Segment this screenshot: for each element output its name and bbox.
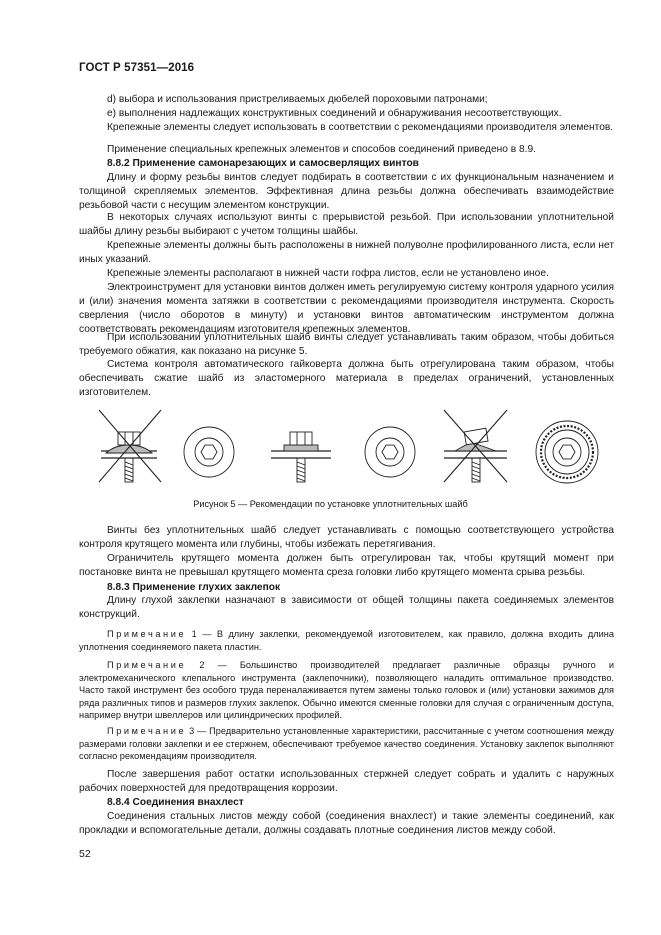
paragraph: Крепежные элементы располагают в нижней части гофра листов, если не установлено иное. [107,268,549,279]
note-label: Примечание [107,660,187,670]
washer-side-view-correct [271,432,331,482]
note-text: — Большинство производителей предлагает различные образцы ручного и электромеханического клепального инструмента (заклепочники), позволяющего наладить оптимальное производство. Часто такой инструмент без особого труда переналаживается путем замены только головок и (или) установки зажимов для ряда различных типов и размеров глухих заклепок. Обычно имеются сменные головки для случая с ограниченным доступа, например внутри швеллеров или цилиндрических профилей. [79,660,615,720]
paragraph: Винты без уплотнительных шайб следует устанавливать с помощью соответствующего устройства контроля крутящего момента или глубины, чтобы избежать перетягивания. [79,525,614,550]
note-number: 3 [189,726,195,736]
figure-caption: Рисунок 5 — Рекомендации по установке уплотнительных шайб [193,499,468,509]
paragraph: Ограничитель крутящего момента должен быть отрегулирован так, чтобы крутящий момент при постановке винта не превышал крутящего момента среза головки либо крутящего момента срыва резьбы. [79,553,614,578]
section-heading-8-8-3: 8.8.3 Применение глухих заклепок [107,582,281,593]
washer-side-view-overtightened [99,410,161,482]
paragraph: Длину глухой заклепки назначают в зависимости от общей толщины пакета соединяемых элементов конструкций. [79,595,614,620]
paragraph: Крепежные элементы следует использовать в соответствии с рекомендациями производителя элементов. [107,122,614,133]
note-number: 1 [191,629,197,639]
paragraph-list-e: e) выполнения надлежащих конструктивных соединений и обнаруживания несоответствующих. [107,108,562,119]
section-heading-8-8-4: 8.8.4 Соединения внахлест [107,797,244,808]
paragraph: Электроинструмент для установки винтов должен иметь регулируемую систему контроля ударного усилия и (или) значения момента затяжки в соответствии с рекомендациями производителя инструмента. Скорость сверления (число оборотов в минуту) и установки винтов автоматическим инструментом должна соответствовать рекомендациям изготовителя крепежных элементов. [79,282,614,335]
note-1 [79,628,614,653]
document-header: ГОСТ Р 57351—2016 [79,62,195,74]
paragraph: В некоторых случаях используют винты с прерывистой резьбой. При использовании уплотнительной шайбы длину резьбы выбирают с учетом толщины шайбы. [79,212,614,237]
washer-top-view-2 [365,427,415,477]
note-label: Примечание [107,629,187,639]
washer-side-view-tilted [444,410,507,482]
paragraph: Применение специальных крепежных элементов и способов соединений приведено в 8.9. [107,144,537,155]
paragraph: Длину и форму резьбы винтов следует подбирать в соответствии с их функциональным назначением и толщиной скрепляемых элементов. Эффективная длина резьбы должна обеспечивать взаимодействие резьбовой части с несущим элементом конструкции. [79,172,614,211]
note-number: 2 [199,660,205,670]
page-number: 52 [79,848,91,860]
paragraph: Система контроля автоматического гайковерта должна быть отрегулирована таким образом, чтобы обеспечивать сжатие шайб из эластомерного материала в пределах ограничений, установленных изготовителем. [79,359,614,398]
paragraph-list-d: d) выбора и использования пристреливаемых дюбелей пороховыми патронами; [107,94,488,105]
paragraph: Соединения стальных листов между собой (соединения внахлест) и такие элементы соединений, как прокладки и вспомогательные детали, должны создавать плотные соединения листов между собой. [79,811,614,836]
section-heading-8-8-2: 8.8.2 Применение самонарезающих и самосверлящих винтов [107,158,419,169]
paragraph: Крепежные элементы должны быть расположены в нижней полуволне профилированного листа, если нет иных указаний. [79,240,614,265]
washer-top-view-3 [536,421,598,483]
paragraph: После завершения работ остатки использованных стержней следует собрать и удалить с наружных рабочих поверхностей для предотвращения коррозии. [79,769,614,794]
note-3 [79,725,614,763]
note-label: Примечание [107,726,187,736]
paragraph: При использовании уплотнительных шайб винты следует устанавливать таким образом, чтобы добиться требуемого обжатия, как показано на рисунке 5. [79,332,614,357]
note-text: — В длину заклепки, рекомендуемой изготовителем, как правило, должна входить длина уплотнения соединяемого пакета пластин. [79,629,614,652]
washer-top-view-1 [184,427,234,477]
washer-installation-figure [79,404,614,489]
note-2 [79,659,614,722]
note-text: — Предварительно установленные характеристики, рассчитанные с учетом соотношения между размерами головки заклепки и ее стержнем, обеспечивают требуемое качество соединения. Установку заклепок выполняют согласно рекомендациям производителя. [79,726,614,761]
